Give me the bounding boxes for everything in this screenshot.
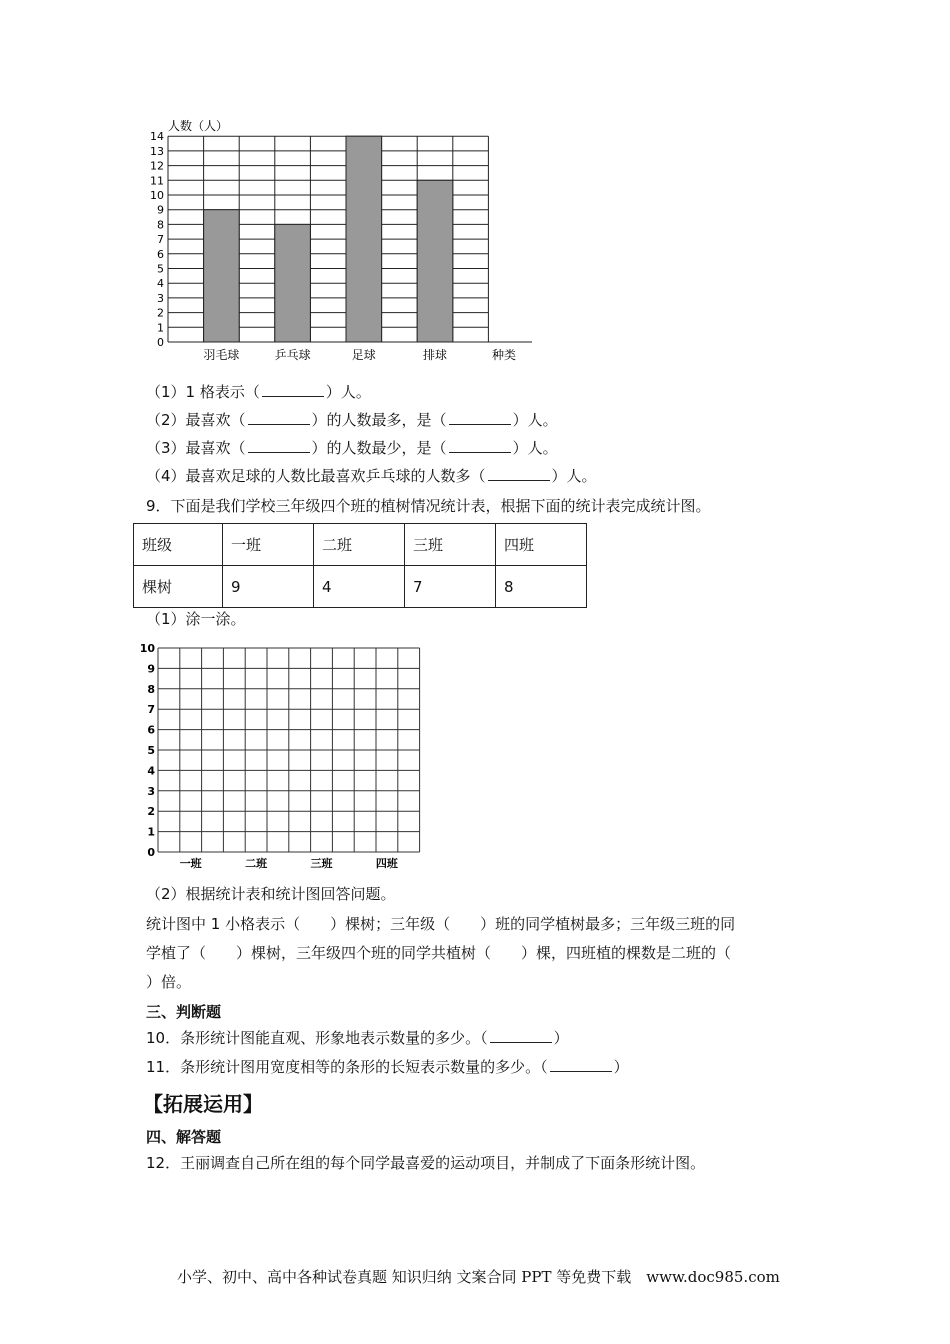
- y-tick-label: 1: [147, 825, 155, 839]
- answer-blank[interactable]: [449, 410, 511, 425]
- y-tick-label: 12: [150, 159, 164, 173]
- chart1-x-ticks: [203, 347, 447, 362]
- table-cell: 三班: [405, 524, 496, 566]
- bar-足球: [346, 136, 382, 342]
- y-tick-label: 0: [157, 336, 164, 349]
- sports-bar-chart: [140, 112, 550, 368]
- x-tick-label: 四班: [375, 857, 398, 870]
- chart1-y-ticks: [150, 130, 164, 349]
- x-tick-label: 足球: [351, 348, 376, 362]
- y-tick-label: 8: [147, 682, 155, 696]
- answer-blank[interactable]: [248, 438, 310, 453]
- bar-羽毛球: [204, 210, 240, 342]
- chart2-grid: [158, 648, 420, 852]
- table-row: [134, 524, 587, 566]
- y-tick-label: 7: [147, 703, 155, 717]
- y-tick-label: 4: [157, 277, 164, 291]
- y-tick-label: 13: [150, 144, 164, 158]
- q9-line1: 统计图中 1 小格表示（ ）棵树；三年级（ ）班的同学植树最多；三年级三班的同: [146, 915, 736, 933]
- x-tick-label: 排球: [422, 348, 448, 362]
- answer-blank[interactable]: [262, 382, 324, 397]
- chart1-y-label: 人数（人）: [168, 119, 229, 133]
- y-tick-label: 2: [147, 805, 155, 819]
- y-tick-label: 6: [147, 723, 155, 737]
- section-judgement-heading: 三、判断题: [146, 1003, 222, 1021]
- y-tick-label: 9: [147, 662, 155, 676]
- q8-part4: （4）最喜欢足球的人数比最喜欢乒乓球的人数多（ ）人。: [146, 467, 597, 485]
- y-tick-label: 10: [150, 189, 164, 202]
- q9-stats-table: [133, 523, 587, 608]
- y-tick-label: 11: [150, 174, 164, 188]
- answer-blank[interactable]: [449, 438, 511, 453]
- x-tick-label: 乒乓球: [274, 348, 311, 362]
- table-cell: 8: [496, 566, 587, 608]
- y-tick-label: 3: [147, 784, 155, 798]
- chart1-x-label: 种类: [492, 348, 517, 362]
- table-cell: 4: [314, 566, 405, 608]
- page-footer: 小学、初中、高中各种试卷真题 知识归纳 文案合同 PPT 等免费下载 www.doc985.com: [177, 1268, 780, 1286]
- chart2-x-ticks: [180, 856, 399, 870]
- extension-heading: 【拓展运用】: [143, 1092, 263, 1116]
- answer-blank[interactable]: [490, 1028, 552, 1043]
- q10: 10．条形统计图能直观、形象地表示数量的多少。（ ）: [146, 1029, 569, 1047]
- q8-part2: （2）最喜欢（ ）的人数最多，是（ ）人。: [146, 411, 558, 429]
- q12: 12．王丽调查自己所在组的每个同学最喜爱的运动项目，并制成了下面条形统计图。: [146, 1154, 706, 1172]
- answer-blank[interactable]: [488, 466, 550, 481]
- q9-sub2: （2）根据统计表和统计图回答问题。: [146, 885, 396, 903]
- q9-title: 9．下面是我们学校三年级四个班的植树情况统计表，根据下面的统计表完成统计图。: [146, 497, 711, 515]
- q11: 11．条形统计图用宽度相等的条形的长短表示数量的多少。（ ）: [146, 1058, 629, 1076]
- y-tick-label: 4: [147, 764, 155, 778]
- chart2-y-ticks: [140, 642, 155, 859]
- table-cell: 一班: [223, 524, 314, 566]
- q9-sub1: （1）涂一涂。: [146, 610, 246, 628]
- x-tick-label: 一班: [179, 857, 202, 870]
- q8-part1: （1）1 格表示（ ）人。: [146, 383, 371, 401]
- y-tick-label: 9: [157, 203, 164, 217]
- table-cell: 9: [223, 566, 314, 608]
- table-cell: 二班: [314, 524, 405, 566]
- y-tick-label: 0: [147, 846, 155, 859]
- x-tick-label: 羽毛球: [203, 348, 240, 362]
- section-answer-heading: 四、解答题: [146, 1128, 222, 1146]
- tree-grid-chart[interactable]: [140, 640, 430, 872]
- y-tick-label: 5: [147, 744, 155, 757]
- y-tick-label: 1: [157, 321, 164, 335]
- y-tick-label: 2: [157, 306, 164, 320]
- table-cell: 棵树: [134, 566, 223, 608]
- y-tick-label: 7: [157, 233, 164, 247]
- q8-part3: （3）最喜欢（ ）的人数最少，是（ ）人。: [146, 439, 558, 457]
- x-tick-label: 二班: [245, 857, 268, 870]
- y-tick-label: 10: [140, 642, 155, 655]
- bar-乒乓球: [275, 224, 311, 342]
- y-tick-label: 5: [157, 262, 164, 276]
- table-cell: 班级: [134, 524, 223, 566]
- y-tick-label: 8: [157, 218, 164, 232]
- y-tick-label: 14: [150, 130, 164, 144]
- q9-line2: 学植了（ ）棵树，三年级四个班的同学共植树（ ）棵，四班植的棵数是二班的（: [146, 944, 732, 962]
- table-cell: 7: [405, 566, 496, 608]
- answer-blank[interactable]: [550, 1057, 612, 1072]
- q9-line3: ）倍。: [146, 973, 192, 991]
- y-tick-label: 6: [157, 247, 164, 261]
- table-row: [134, 566, 587, 608]
- bar-排球: [417, 180, 453, 342]
- x-tick-label: 三班: [310, 857, 333, 870]
- table-cell: 四班: [496, 524, 587, 566]
- y-tick-label: 3: [157, 291, 164, 305]
- answer-blank[interactable]: [248, 410, 310, 425]
